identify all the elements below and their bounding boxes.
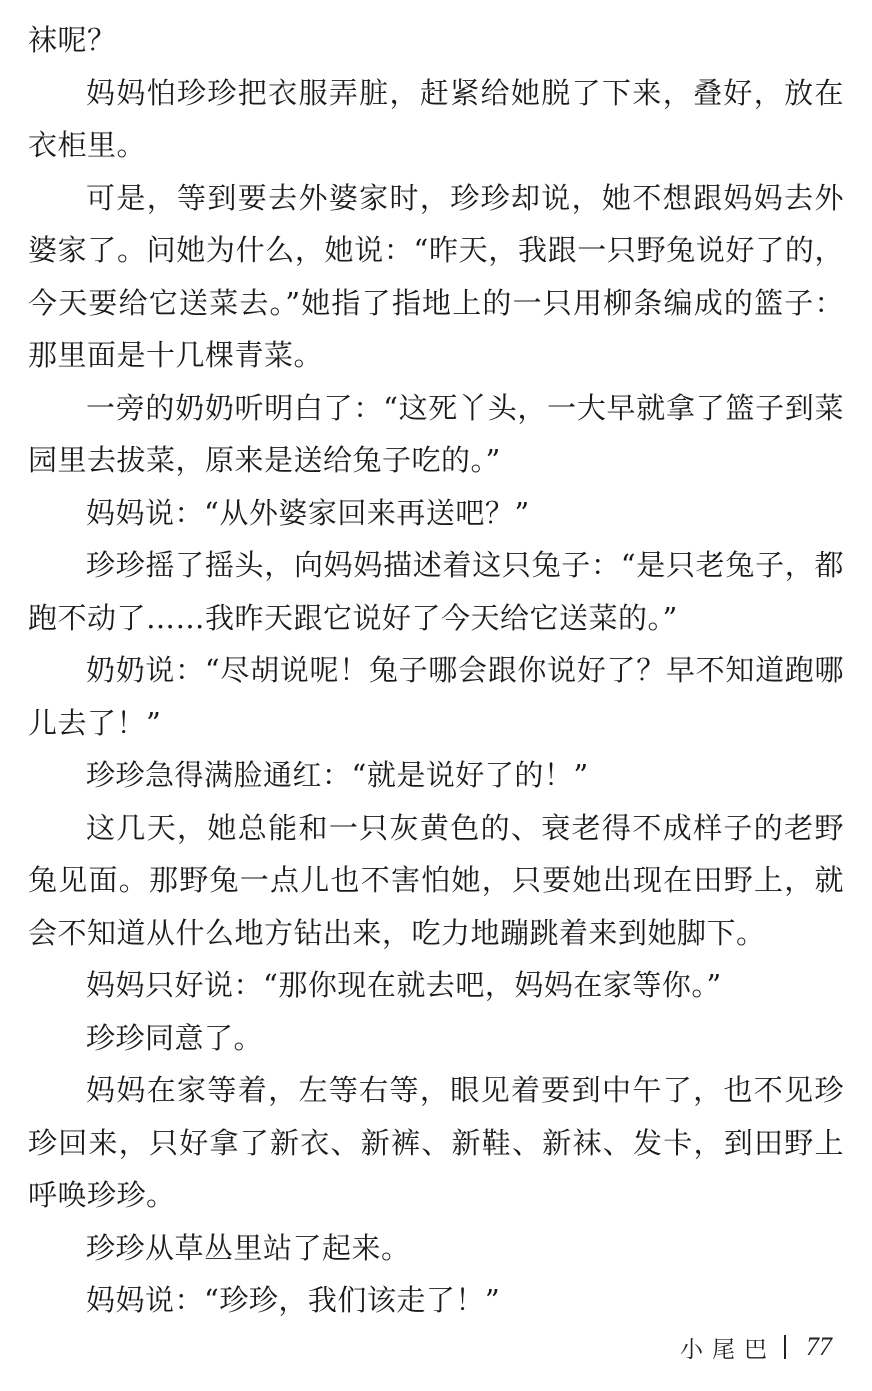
paragraph: 妈妈说：“从外婆家回来再送吧？” bbox=[86, 495, 530, 530]
paragraph: 珍珍急得满脸通红：“就是说好了的！” bbox=[86, 758, 589, 792]
paragraph: 妈妈怕珍珍把衣服弄脏，赶紧给她脱了下来，叠好，放在衣柜里。 bbox=[28, 75, 844, 162]
paragraph: 奶奶说：“尽胡说呢！兔子哪会跟你说好了？早不知道跑哪儿去了！” bbox=[28, 653, 844, 740]
page-number: 77 bbox=[806, 1332, 832, 1361]
running-title: 小尾巴 bbox=[680, 1336, 776, 1363]
paragraph: 妈妈在家等着，左等右等，眼见着要到中午了，也不见珍珍回来，只好拿了新衣、新裤、新鞋、新袜、发卡，到田野上呼唤珍珍。 bbox=[28, 1073, 844, 1212]
page-body bbox=[28, 14, 844, 1327]
page-footer bbox=[680, 1327, 832, 1367]
footer-divider bbox=[784, 1335, 786, 1359]
paragraph: 珍珍摇了摇头，向妈妈描述着这只兔子：“是只老兔子，都跑不动了……我昨天跟它说好了今天给它送菜的。” bbox=[28, 548, 844, 635]
paragraph: 妈妈说：“珍珍，我们该走了！” bbox=[86, 1283, 501, 1317]
paragraph: 这几天，她总能和一只灰黄色的、衰老得不成样子的老野兔见面。那野兔一点儿也不害怕她，只要她出现在田野上，就会不知道从什么地方钻出来，吃力地蹦跳着来到她脚下。 bbox=[28, 810, 844, 950]
paragraph: 一旁的奶奶听明白了：“这死丫头，一大早就拿了篮子到菜园里去拔菜，原来是送给兔子吃的。” bbox=[28, 390, 844, 477]
paragraph: 妈妈只好说：“那你现在就去吧，妈妈在家等你。” bbox=[86, 968, 722, 1002]
paragraph: 袜呢？ bbox=[28, 23, 117, 57]
paragraph: 珍珍从草丛里站了起来。 bbox=[86, 1230, 411, 1265]
paragraph: 可是，等到要去外婆家时，珍珍却说，她不想跟妈妈去外婆家了。问她为什么，她说：“昨天，我跟一只野兔说好了的，今天要给它送菜去。”她指了指地上的一只用柳条编成的篮子：那里面是十几棵青菜。 bbox=[28, 180, 844, 372]
paragraph: 珍珍同意了。 bbox=[86, 1020, 264, 1055]
